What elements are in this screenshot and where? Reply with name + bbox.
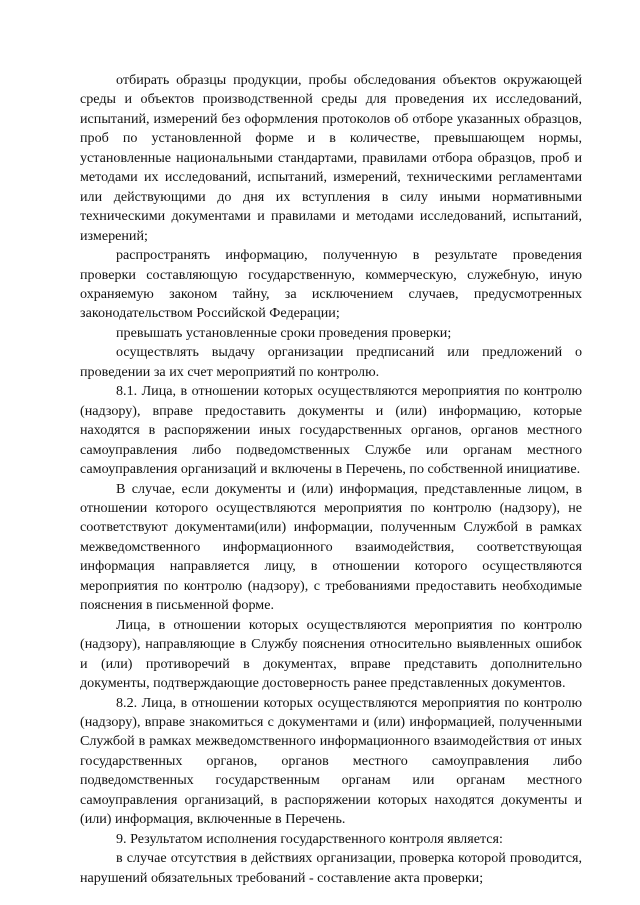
paragraph-confidential-information: распространять информацию, полученную в результате проведения проверки составляющую государственную, коммерческую, служебную, иную охраняемую законом тайну, за исключением случаев, предусмотренных законодательством Российской Федерации; <box>80 247 582 322</box>
document-body <box>80 71 582 888</box>
paragraph-inspection-result: в случае отсутствия в действиях организации, проверка которой проводится, нарушений обязательных требований - составление акта проверки; <box>80 850 582 886</box>
paragraph-section-9: 9. Результатом исполнения государственного контроля является: <box>116 830 503 847</box>
paragraph-section-8-2: 8.2. Лица, в отношении которых осуществляются мероприятия по контролю (надзору), вправе знакомиться с документами и (или) информацией, полученными Службой в рамках межведомственного информационного взаимодействия от иных государственных органов, органов местного самоуправления либо подведомственных государственным органам или органам местного самоуправления организаций, в распоряжении которых находятся документы и (или) информация, включенные в Перечень. <box>80 694 582 828</box>
paragraph-section-8-1: 8.1. Лица, в отношении которых осуществляются мероприятия по контролю (надзору), вправе предоставить документы и (или) информацию, которые находятся в распоряжении иных государственных органов, органов местного самоуправления либо подведомственных Службе или органам местного самоуправления организаций и включены в Перечень, по собственной инициативе. <box>80 383 582 478</box>
paragraph-explanations: Лица, в отношении которых осуществляются мероприятия по контролю (надзору), направляющие в Службу пояснения относительно выявленных ошибок и (или) противоречий в документах, вправе представить дополнительно документы, подтверждающие достоверность ранее представленных документов. <box>80 616 582 692</box>
paragraph-information-mismatch: В случае, если документы и (или) информация, представленные лицом, в отношении которого осуществляются мероприятия по контролю (надзору), не соответствуют документами(или) информации, полученным Службой в рамках межведомственного информационного взаимодействия, соответствующая информация направляется лицу, в отношении которого осуществляются мероприятия по контролю (надзору), с требованиями предоставить необходимые пояснения в письменной форме. <box>80 480 582 614</box>
paragraph-orders-restriction: осуществлять выдачу организации предписаний или предложений о проведении за их счет мероприятий по контролю. <box>80 344 582 380</box>
paragraph-inspection-deadlines: превышать установленные сроки проведения проверки; <box>116 324 452 341</box>
paragraph-sampling-restriction: отбирать образцы продукции, пробы обследования объектов окружающей среды и объектов производственной среды для проведения их исследований, испытаний, измерений без оформления протоколов об отборе указанных образцов, проб по установленной форме и в количестве, превышающем нормы, установленные национальными стандартами, правилами отбора образцов, проб и методами их исследований, испытаний, измерений, техническими регламентами или действующими до дня их вступления в силу иными нормативными техническими документами и правилами и методами исследований, испытаний, измерений; <box>80 72 582 244</box>
